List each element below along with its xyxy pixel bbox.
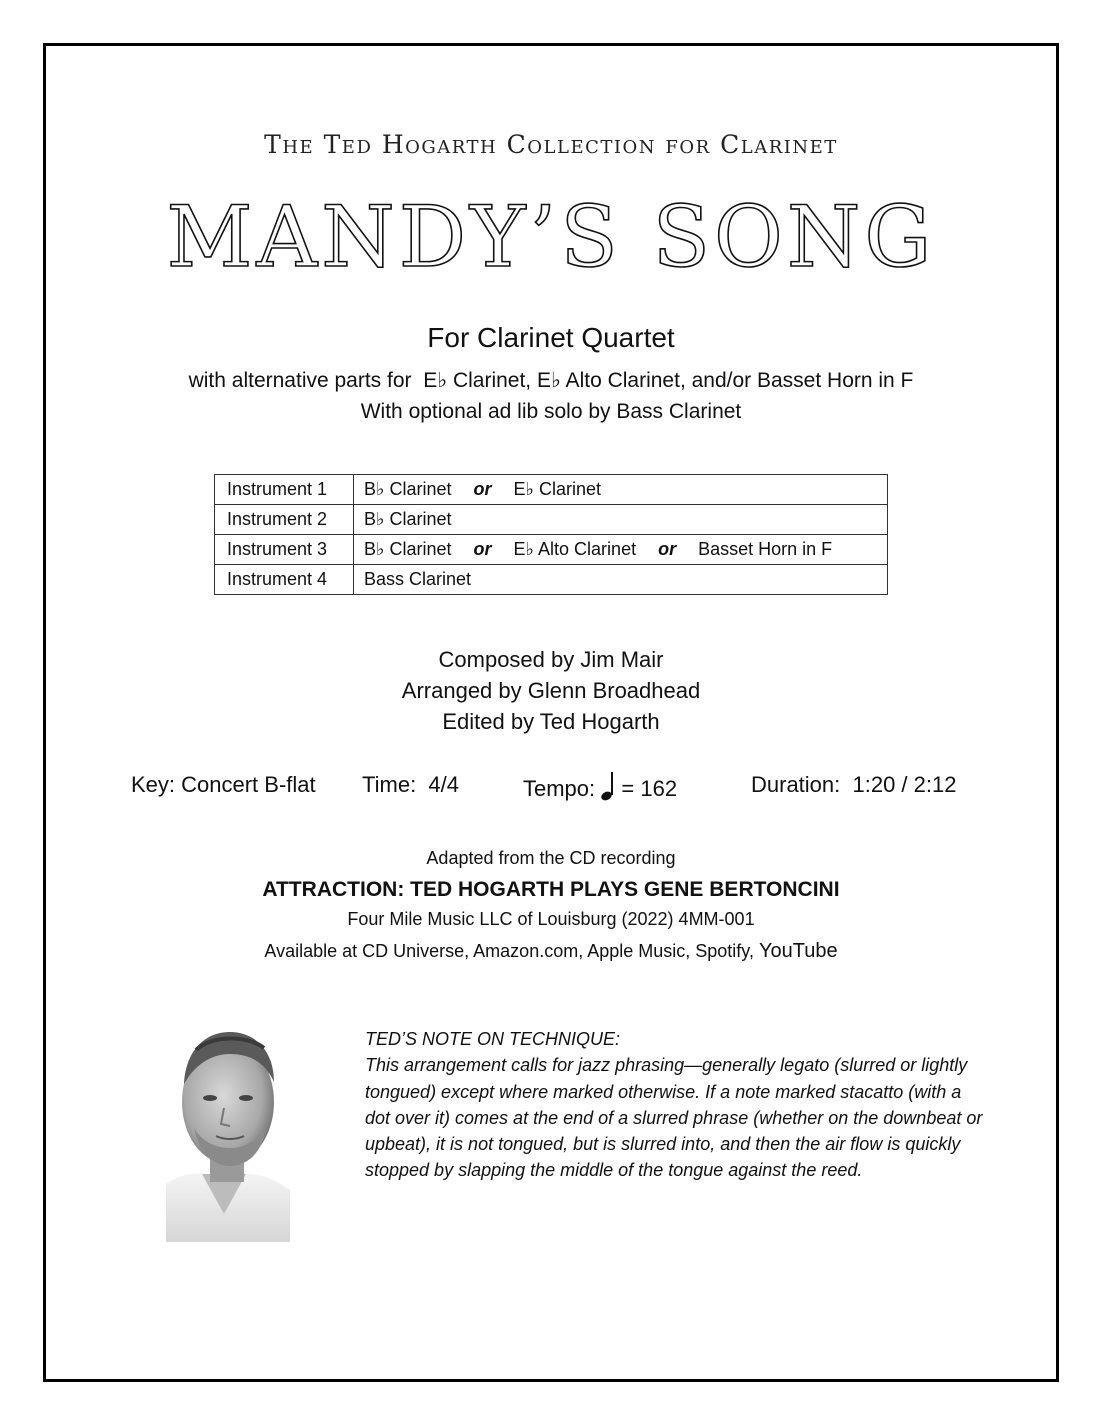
instrument-option: Basset Horn in F [698, 539, 833, 559]
instrument-options [354, 475, 888, 505]
instrument-options [354, 535, 888, 565]
optional-solo-line: With optional ad lib solo by Bass Clarinet [360, 400, 742, 423]
instrument-label: Instrument 1 [215, 475, 354, 505]
composer-credit: Composed by Jim Mair [438, 647, 664, 672]
tempo-label: Tempo: [523, 776, 596, 801]
arranger-credit: Arranged by Glenn Broadhead [401, 678, 701, 703]
or-word: or [473, 539, 492, 559]
editor-credit: Edited by Ted Hogarth [442, 709, 660, 734]
youtube-text: YouTube [758, 940, 838, 962]
instrument-options [354, 565, 888, 595]
instrument-option: E♭ Alto Clarinet [513, 539, 637, 559]
instrument-label: Instrument 2 [215, 505, 354, 535]
availability-line [43, 940, 1059, 963]
instrument-option: B♭ Clarinet [364, 479, 452, 499]
instrument-option: E♭ Clarinet [513, 479, 602, 499]
technique-note-heading: TED’S NOTE ON TECHNIQUE: [365, 1029, 621, 1049]
cd-title: ATTRACTION: TED HOGARTH PLAYS GENE BERTONCINI [262, 878, 840, 901]
or-word: or [658, 539, 677, 559]
collection-heading: The Ted Hogarth Collection for Clarinet [264, 130, 838, 159]
instrument-options [354, 505, 888, 535]
alternative-parts-line: with alternative parts for E♭ Clarinet, E♭ Alto Clarinet, and/or Basset Horn in F [188, 369, 914, 392]
quarter-note-icon [601, 772, 615, 800]
instrumentation-table [214, 474, 888, 595]
instrument-option: Bass Clarinet [364, 569, 472, 589]
instrument-option: B♭ Clarinet [364, 539, 452, 559]
instrument-option: B♭ Clarinet [364, 509, 452, 529]
table-row [215, 505, 888, 535]
technique-note-body: This arrangement calls for jazz phrasing—generally legato (slurred or lightly tongued) except where marked otherwise. If a note marked stacatto (with a dot over it) comes at the end of a slurred phrase (whether on the downbeat or upbeat), it is not tongued, but is slurred into, and then the air flow is quickly stopped by slapping the middle of the tongue against the reed. [365, 1055, 983, 1181]
key-info: Key: Concert B-flat [131, 772, 316, 797]
time-signature-info: Time: 4/4 [362, 772, 459, 797]
portrait-photo [166, 1024, 290, 1242]
credits-block [43, 644, 1059, 737]
instrument-label: Instrument 4 [215, 565, 354, 595]
adapted-from-line: Adapted from the CD recording [426, 848, 676, 868]
table-row [215, 535, 888, 565]
tempo-info [523, 772, 677, 802]
song-title: MANDY’S SONG [166, 188, 936, 286]
table-row [215, 475, 888, 505]
instrument-label: Instrument 3 [215, 535, 354, 565]
tempo-value: = 162 [621, 776, 678, 801]
availability-text: Available at CD Universe, Amazon.com, Apple Music, Spotify, [264, 941, 754, 961]
ensemble-subtitle: For Clarinet Quartet [427, 322, 675, 353]
duration-info: Duration: 1:20 / 2:12 [751, 772, 957, 797]
record-label-line: Four Mile Music LLC of Louisburg (2022) 4MM-001 [347, 909, 755, 929]
or-word: or [473, 479, 492, 499]
table-row [215, 565, 888, 595]
technique-note [365, 1026, 985, 1184]
